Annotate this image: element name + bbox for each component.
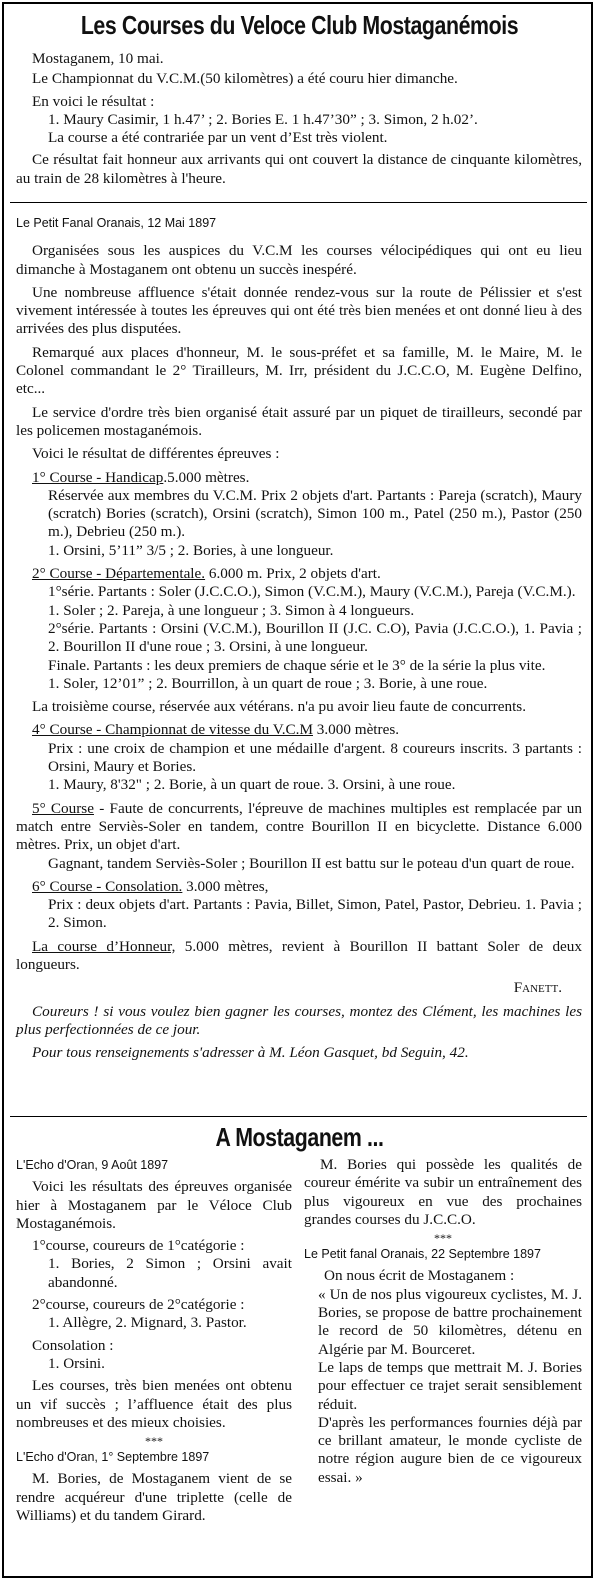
- course-5-title: 5° Course: [32, 799, 94, 817]
- paragraph: Voici les résultats des épreuves organisée hier à Mostaganem par le Véloce Club Mostaganémois.: [16, 1178, 292, 1232]
- section-petit-fanal: [16, 214, 582, 1062]
- dateline: Mostaganem, 10 mai.: [32, 50, 164, 67]
- course-2-series-1: 1°série. Partants : Soler (J.C.C.O.), Simon (V.C.M.), Maury (V.C.M.), Pareja (V.C.M.).: [48, 583, 576, 601]
- course-2-title: 2° Course - Départementale.: [32, 565, 206, 583]
- course-4-title: 4° Course - Championnat de vitesse du V.C.M: [32, 721, 313, 739]
- course-2-final-result: 1. Soler, 12’01” ; 2. Bourrillon, à un quart de roue ; 3. Borie, à une roue.: [48, 674, 488, 692]
- course-5: 5° Course - Faute de concurrents, l'épreuve de machines multiples est remplacée par un match entre Serviès-Soler en tandem, contre Bourillon II en bicyclette. Distance 6.000 mètres. Prix, un objet d'art.: [16, 799, 582, 854]
- paragraph: Une nombreuse affluence s'était donnée rendez-vous sur la route de Pélissier et s'est vivement intéressée à toutes les épreuves qui ont été très bien menées et ont donné lieu à des arrivées des plus disputées.: [16, 283, 582, 338]
- source-label: Le Petit Fanal Oranais, 12 Mai 1897: [16, 216, 217, 230]
- right-column: [304, 1156, 582, 1487]
- course-6-heading: 6° Course - Consolation. 3.000 mètres,: [32, 877, 269, 895]
- newspaper-page: [2, 2, 593, 1578]
- course-6-title: 6° Course - Consolation.: [32, 877, 183, 895]
- course-result: 1. Bories, 2 Simon ; Orsini avait abandonné.: [48, 1255, 292, 1291]
- divider: [10, 1116, 587, 1117]
- quote-paragraph: Le laps de temps que mettrait M. J. Bories pour effectuer ce trajet serait sensiblement réduit.: [318, 1358, 582, 1413]
- course-1-entrants: Réservée aux membres du V.C.M. Prix 2 objets d'art. Partants : Pareja (scratch), Maury (scratch) Bories (scratch), Orsini (scratch), Simon 100 m., Patel (250 m.), Pastor (250 m.), Debrieu (250 m.).: [48, 486, 582, 541]
- source-label: L'Echo d'Oran, 9 Août 1897: [16, 1158, 169, 1172]
- paragraph: On nous écrit de Mostaganem :: [324, 1267, 515, 1285]
- paragraph: Le Championnat du V.C.M.(50 kilomètres) a été couru hier dimanche.: [32, 70, 458, 88]
- separator-stars: ***: [145, 1434, 163, 1449]
- contact-note: Pour tous renseignements s'adresser à M. Léon Gasquet, bd Seguin, 42.: [32, 1044, 469, 1062]
- paragraph: Voici le résultat de différentes épreuves :: [32, 445, 280, 463]
- paragraph: M. Bories qui possède les qualités de coureur émérite va subir un entraînement des plus vigoureux en vue des prochaines grandes courses du J.C.C.O.: [304, 1156, 582, 1228]
- course-2-result-1: 1. Soler ; 2. Pareja, à une longueur ; 3. Simon à 4 longueurs.: [48, 601, 415, 619]
- divider: [10, 202, 587, 203]
- second-title: A Mostaganem ...: [215, 1122, 384, 1152]
- paragraph: Remarqué aux places d'honneur, M. le sous-préfet et sa famille, M. le Maire, M. le Colonel commandant le 2° Tirailleurs, M. Irr, président du J.C.C.O, M. Eugène Delfino, etc...: [16, 343, 582, 398]
- advertisement: Coureurs ! si vous voulez bien gagner les courses, montez des Clément, les machines les plus perfectionnées de ce jour.: [16, 1002, 582, 1038]
- signature: Fanett.: [513, 979, 562, 997]
- paragraph: Ce résultat fait honneur aux arrivants qui ont couvert la distance de cinquante kilomètres, au train de 28 kilomètres à l'heure.: [16, 151, 582, 187]
- course-5-result: Gagnant, tandem Serviès-Soler ; Bourillon II est battu sur le poteau d'un quart de roue.: [48, 854, 575, 872]
- course-heading: 1°course, coureurs de 1°catégorie :: [32, 1237, 245, 1255]
- source-label: Le Petit fanal Oranais, 22 Septembre 1897: [304, 1247, 541, 1262]
- course-result: 1. Allègre, 2. Mignard, 3. Pastor.: [48, 1314, 247, 1332]
- course-result: 1. Orsini.: [48, 1354, 105, 1372]
- paragraph: M. Bories, de Mostaganem vient de se rendre acquéreur d'une triplette (celle de Williams) et du tandem Girard.: [16, 1470, 292, 1525]
- course-2-series-2: 2°série. Partants : Orsini (V.C.M.), Bourillon II (J.C. C.O), Pavia (J.C.C.O.), 1. Pavia ; 2. Bourillon II d'une roue ; 3. Orsini, à une longueur.: [48, 619, 582, 656]
- course-heading: Consolation :: [32, 1336, 114, 1354]
- paragraph: Organisées sous les auspices du V.C.M les courses vélocipédiques qui ont eu lieu dimanche à Mostaganem ont obtenu un succès inespéré.: [16, 242, 582, 278]
- course-1-heading: 1° Course - Handicap.5.000 mètres.: [32, 468, 250, 486]
- paragraph: La course a été contrariée par un vent d’Est très violent.: [48, 129, 388, 147]
- left-column: [16, 1156, 292, 1525]
- course-1-title: 1° Course - Handicap: [32, 468, 164, 486]
- main-title: Les Courses du Veloce Club Mostaganémois: [80, 10, 519, 40]
- quote-paragraph: « Un de nos plus vigoureux cyclistes, M. J. Bories, se propose de battre prochainement le record de 50 kilomètres, détenu en Algérie par M. Bourceret.: [318, 1285, 582, 1358]
- course-honneur-title: La course d’Honneur,: [32, 937, 176, 955]
- paragraph: Les courses, très bien menées ont obtenu un vif succès ; l’affluence était des plus nombreuses et des mieux choisies.: [16, 1377, 292, 1431]
- paragraph: En voici le résultat :: [32, 92, 155, 110]
- result-line: 1. Maury Casimir, 1 h.47’ ; 2. Bories E. 1 h.47’30” ; 3. Simon, 2 h.02’.: [48, 110, 478, 128]
- course-1-result: 1. Orsini, 5’11” 3/5 ; 2. Bories, à une longueur.: [48, 541, 334, 559]
- section-championship: [16, 46, 582, 188]
- course-heading: 2°course, coureurs de 2°catégorie :: [32, 1296, 245, 1314]
- course-3-note: La troisième course, réservée aux vétérans. n'a pu avoir lieu faute de concurrents.: [32, 698, 527, 716]
- paragraph: Le service d'ordre très bien organisé était assuré par un piquet de tirailleurs, secondé par les policemen mostaganémois.: [16, 403, 582, 439]
- quote-paragraph: D'après les performances fournies déjà par ce brillant amateur, le monde cycliste de notre région augure bien de ce vigoureux essai. »: [318, 1413, 582, 1486]
- course-honneur: La course d’Honneur, 5.000 mètres, revient à Bourillon II battant Soler de deux longueurs.: [16, 937, 582, 973]
- course-6-prizes: Prix : deux objets d'art. Partants : Pavia, Billet, Simon, Patel, Pastor, Debrieu. 1. Pavia ; 2. Simon.: [48, 896, 582, 932]
- source-label: L'Echo d'Oran, 1° Septembre 1897: [16, 1450, 210, 1465]
- letter-block: [304, 1267, 582, 1487]
- course-2-heading: 2° Course - Départementale. 6.000 m. Prix, 2 objets d'art.: [32, 565, 381, 583]
- course-4-prizes: Prix : une croix de champion et une médaille d'argent. 8 coureurs inscrits. 3 partants : Orsini, Maury et Bories.: [48, 739, 582, 776]
- course-2-final: Finale. Partants : les deux premiers de chaque série et le 3° de la série la plus vite.: [48, 656, 546, 674]
- course-4-heading: 4° Course - Championnat de vitesse du V.C.M 3.000 mètres.: [32, 721, 400, 739]
- course-4-result: 1. Maury, 8'32" ; 2. Borie, à un quart de roue. 3. Orsini, à une roue.: [48, 776, 456, 794]
- separator-stars: ***: [434, 1231, 452, 1246]
